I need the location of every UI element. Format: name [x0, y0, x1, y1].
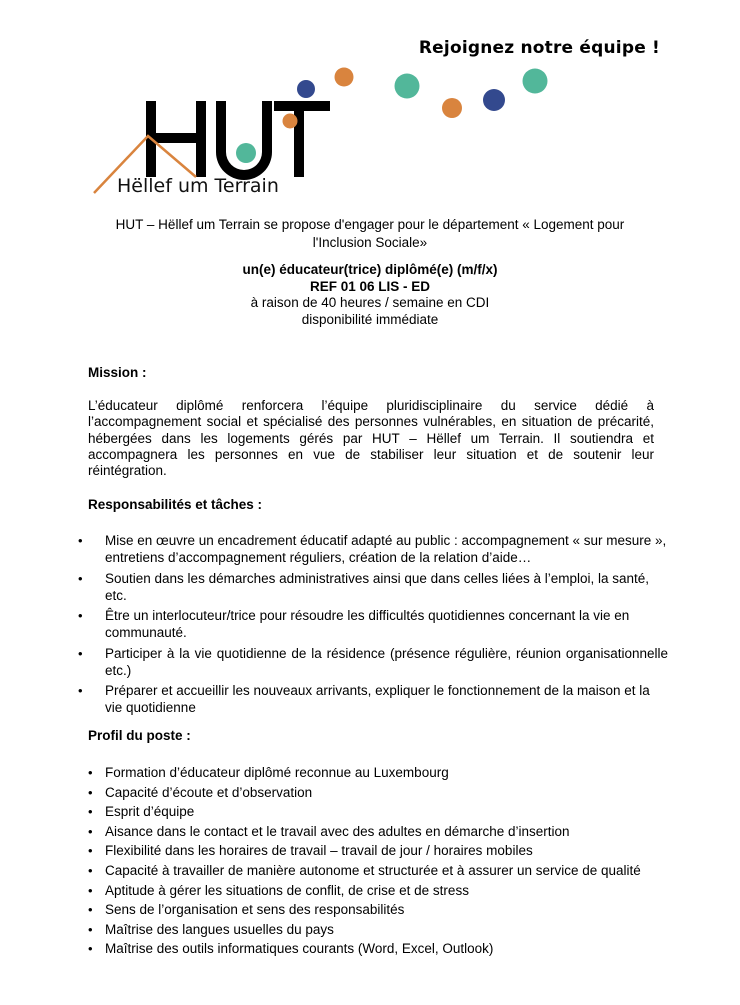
logo-letter-t-stem: [294, 101, 304, 177]
list-item: • Capacité d’écoute et d’observation: [88, 783, 678, 803]
profile-heading: Profil du poste :: [88, 728, 191, 743]
responsibilities-list: [78, 532, 668, 720]
job-summary: [90, 262, 650, 328]
logo-dot: [442, 98, 462, 118]
list-item: • Être un interlocuteur/trice pour résoudre les difficultés quotidiennes concernant la vie en communauté.: [78, 607, 668, 641]
responsibilities-heading: Responsabilités et tâches :: [88, 497, 263, 512]
list-item: • Mise en œuvre un encadrement éducatif adapté au public : accompagnement « sur mesure », entretiens d’accompagnement réguliers, création de la relation d’aide…: [78, 532, 668, 566]
intro-text: [90, 216, 650, 252]
list-item: • Aisance dans le contact et le travail avec des adultes en démarche d’insertion: [88, 822, 678, 842]
job-availability: disponibilité immédiate: [301, 311, 439, 327]
list-item: • Capacité à travailler de manière autonome et structurée et à assurer un service de qualité: [88, 861, 678, 881]
list-item: • Aptitude à gérer les situations de conflit, de crise et de stress: [88, 881, 678, 901]
intro-line: HUT – Hëllef um Terrain se propose d'engager pour le département « Logement pour: [115, 217, 625, 232]
logo-dot: [236, 143, 256, 163]
list-item: • Esprit d’équipe: [88, 802, 678, 822]
list-item: • Formation d’éducateur diplômé reconnue au Luxembourg: [88, 763, 678, 783]
logo-dot: [483, 89, 505, 111]
job-title: un(e) éducateur(trice) diplômé(e) (m/f/x): [242, 262, 498, 277]
list-item: • Préparer et accueillir les nouveaux arrivants, expliquer le fonctionnement de la maison et la vie quotidienne: [78, 682, 668, 716]
logo-letter-h-right: [196, 101, 206, 177]
list-item: • Maîtrise des langues usuelles du pays: [88, 920, 678, 940]
list-item: • Flexibilité dans les horaires de travail – travail de jour / horaires mobiles: [88, 841, 678, 861]
logo-dot: [395, 74, 420, 99]
job-reference: REF 01 06 LIS - ED: [309, 278, 431, 294]
list-item: • Participer à la vie quotidienne de la résidence (présence régulière, réunion organisationnelle etc.): [78, 645, 668, 679]
logo-dot: [297, 80, 315, 98]
job-hours: à raison de 40 heures / semaine en CDI: [250, 295, 490, 310]
logo-dot: [523, 69, 548, 94]
mission-text: L’éducateur diplômé renforcera l’équipe pluridisciplinaire du service dédié à l’accompagnement social et spécialisé des personnes vulnérables, en situation de précarité, hébergées dans les logements gérés par HUT – Hëllef um Terrain. Il soutiendra et accompagnera les personnes en vue de stabiliser leur situation et de soutenir leur réintégration.: [88, 398, 654, 479]
list-item: • Sens de l’organisation et sens des responsabilités: [88, 900, 678, 920]
logo-letter-u: [216, 101, 272, 180]
tagline: Rejoignez notre équipe !: [418, 38, 660, 58]
list-item: • Maîtrise des outils informatiques courants (Word, Excel, Outlook): [88, 939, 678, 959]
logo-subtitle: Hëllef um Terrain: [117, 175, 279, 197]
intro-line: l'Inclusion Sociale»: [312, 235, 428, 250]
logo-dot: [283, 114, 298, 129]
list-item: • Soutien dans les démarches administratives ainsi que dans celles liées à l’emploi, la santé, etc.: [78, 570, 668, 604]
logo-dot: [335, 68, 354, 87]
mission-heading: Mission :: [88, 365, 147, 380]
profile-list: [88, 763, 678, 959]
